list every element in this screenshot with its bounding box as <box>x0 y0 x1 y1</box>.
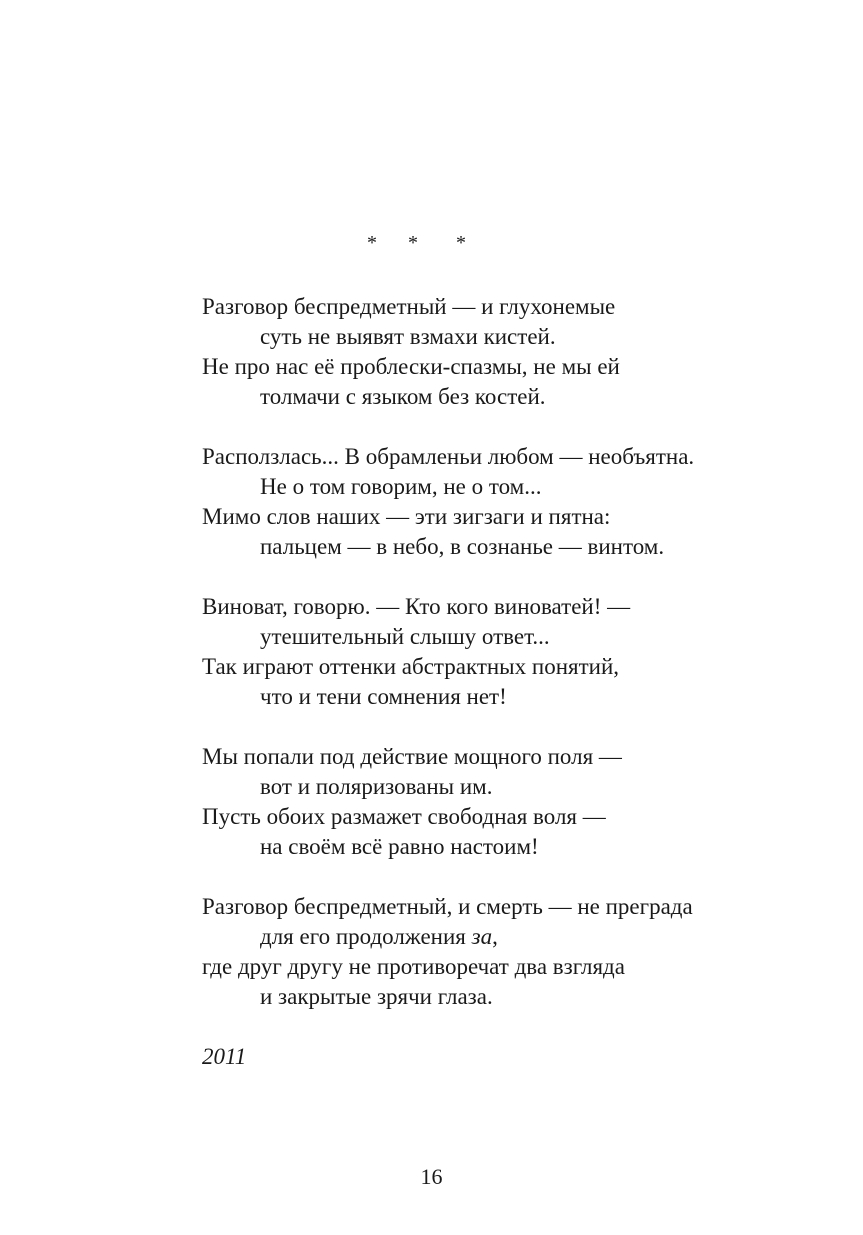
poem-line: Мы попали под действие мощного поля — <box>202 744 622 769</box>
poem-date: 2011 <box>202 1044 247 1069</box>
poem-line: Не про нас её проблески-спазмы, не мы ей <box>202 354 620 379</box>
poem-line: Расползлась... В обрамленьи любом — необъятна. <box>202 444 695 469</box>
separator-asterisk: * <box>408 232 418 254</box>
poem-line: Не о том говорим, не о том... <box>260 474 542 499</box>
poem-line: суть не выявят взмахи кистей. <box>260 324 556 349</box>
poem-line: и закрытые зрячи глаза. <box>260 984 493 1009</box>
stanza <box>202 592 802 712</box>
separator-asterisk: * <box>456 232 466 254</box>
poem-line: пальцем — в небо, в сознанье — винтом. <box>260 534 665 559</box>
poem-line: что и тени сомнения нет! <box>260 684 507 709</box>
poem-line: вот и поляризованы им. <box>260 774 493 799</box>
poem-line: толмачи с языком без костей. <box>260 384 546 409</box>
poem-line: на своём всё равно настоим! <box>260 834 539 859</box>
stanza <box>202 892 802 1012</box>
page-number: 16 <box>420 1164 443 1189</box>
poem-line: утешительный слышу ответ... <box>260 624 550 649</box>
separator-asterisk: * <box>367 232 377 254</box>
poem-line: Так играют оттенки абстрактных понятий, <box>202 654 619 679</box>
poem-line <box>202 922 802 952</box>
stanza <box>202 292 802 412</box>
poem-body <box>202 292 802 1042</box>
poem-line: Мимо слов наших — эти зигзаги и пятна: <box>202 504 611 529</box>
stanza <box>202 742 802 862</box>
poem-line: Разговор беспредметный, и смерть — не преграда <box>202 894 693 919</box>
line-punctuation: , <box>492 924 498 949</box>
poem-line-text: для его продолжения <box>260 924 472 949</box>
poem-line: Пусть обоих размажет свободная воля — <box>202 804 606 829</box>
poem-line: где друг другу не противоречат два взгляда <box>202 954 625 979</box>
poem-line: Виноват, говорю. — Кто кого виноватей! — <box>202 594 631 619</box>
poem-line: Разговор беспредметный — и глухонемые <box>202 294 616 319</box>
stanza <box>202 442 802 562</box>
italic-word: за <box>471 924 493 949</box>
